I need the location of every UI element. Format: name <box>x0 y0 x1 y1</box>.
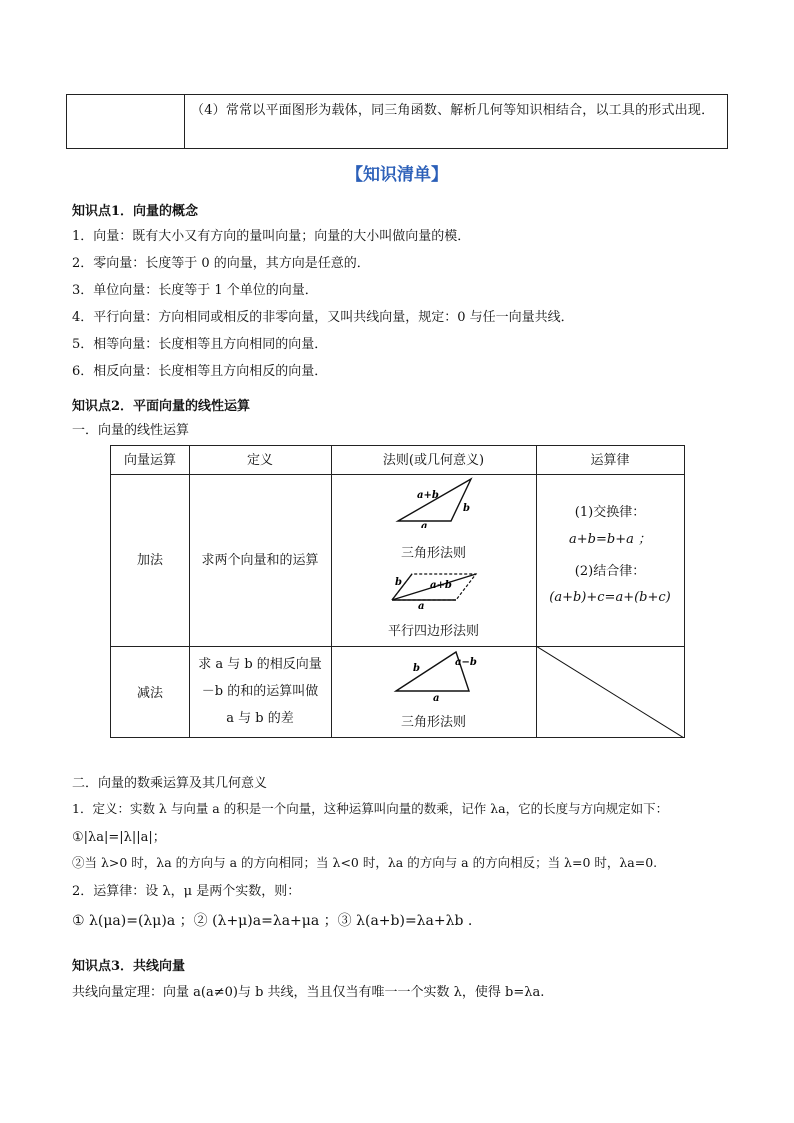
law-commutative-title: (1)交换律： <box>574 505 646 520</box>
header-op: 向量运算 <box>123 453 176 468</box>
scalar-rule2: ②当 λ>0 时，λa 的方向与 a 的方向相同；当 λ<0 时，λa 的方向与 a 的方向相反；当 λ=0 时，λa=0. <box>72 855 658 870</box>
parallelogram-rule-diagram <box>386 564 486 610</box>
scalar-laws-title: 2．运算律：设 λ，μ 是两个实数，则： <box>72 884 301 899</box>
label-a: a <box>421 521 428 528</box>
label-b: b <box>395 577 402 588</box>
header-def: 定义 <box>246 453 273 468</box>
law-associative-title: (2)结合律： <box>574 564 646 579</box>
law-associative-formula: (a+b)+c=a+(b+c) <box>549 590 671 605</box>
kp3-title: 知识点3．共线向量 <box>72 959 186 974</box>
intro-text: （4）常常以平面图形为载体，同三角函数、解析几何等知识相结合，以工具的形式出现． <box>191 103 715 118</box>
subtraction-triangle-diagram <box>391 649 481 701</box>
sub-name: 减法 <box>136 686 163 701</box>
scalar-def: 1．定义：实数 λ 与向量 a 的积是一个向量，这种运算叫向量的数乘，记作 λa，它的长度与方向规定如下： <box>72 801 669 816</box>
scalar-laws: ① λ(μa)=(λμ)a ；② (λ+μ)a=λa+μa ；③ λ(a+b)=λa+λb . <box>72 913 473 929</box>
col-line <box>331 446 332 737</box>
header-law: 运算律 <box>590 453 630 468</box>
scalar-rule1: ①|λa|=|λ||a|； <box>72 830 166 845</box>
label-a-plus-b: a+b <box>417 490 439 501</box>
kp2-sub2: 二．向量的数乘运算及其几何意义 <box>72 776 268 791</box>
header-rule: 法则(或几何意义) <box>382 453 485 468</box>
label-a-plus-b: a+b <box>430 580 452 591</box>
kp2-sub1: 一．向量的线性运算 <box>72 423 190 438</box>
operations-table <box>110 445 685 738</box>
sub-definition-1: 求 a 与 b 的相反向量 <box>198 657 322 672</box>
kp1-item: 2．零向量：长度等于 0 的向量，其方向是任意的． <box>72 256 370 271</box>
label-a: a <box>433 693 440 701</box>
kp1-item: 4．平行向量：方向相同或相反的非零向量，又叫共线向量，规定：0 与任一向量共线． <box>72 310 574 325</box>
kp2-title: 知识点2．平面向量的线性运算 <box>72 399 251 414</box>
sub-rule-triangle: 三角形法则 <box>400 715 466 730</box>
kp3-theorem: 共线向量定理：向量 a(a≠0)与 b 共线，当且仅当有唯一一个实数 λ，使得 b=λa. <box>72 985 545 1000</box>
sub-definition-3: a 与 b 的差 <box>226 711 294 726</box>
add-rule-parallelogram: 平行四边形法则 <box>387 624 479 639</box>
kp1-title: 知识点1．向量的概念 <box>72 204 199 219</box>
triangle-rule-diagram <box>391 476 481 528</box>
empty-cell-diagonal <box>536 646 684 738</box>
kp1-item: 1．向量：既有大小又有方向的量叫向量；向量的大小叫做向量的模． <box>72 229 471 244</box>
kp1-item: 3．单位向量：长度等于 1 个单位的向量． <box>72 283 318 298</box>
label-a-minus-b: a−b <box>455 657 477 668</box>
add-rule-triangle: 三角形法则 <box>400 546 466 561</box>
label-b: b <box>413 663 420 674</box>
intro-table <box>66 94 728 149</box>
add-name: 加法 <box>136 553 163 568</box>
label-a: a <box>418 601 425 610</box>
add-definition: 求两个向量和的运算 <box>201 553 319 568</box>
row-line <box>111 474 684 475</box>
table-divider <box>184 95 185 148</box>
sub-definition-2: －b 的和的运算叫做 <box>201 684 319 699</box>
label-b: b <box>463 503 470 514</box>
section-title: 【知识清单】 <box>346 165 448 185</box>
kp1-item: 6．相反向量：长度相等且方向相反的向量． <box>72 364 328 379</box>
law-commutative-formula: a+b=b+a ； <box>569 532 651 547</box>
kp1-item: 5．相等向量：长度相等且方向相同的向量． <box>72 337 328 352</box>
